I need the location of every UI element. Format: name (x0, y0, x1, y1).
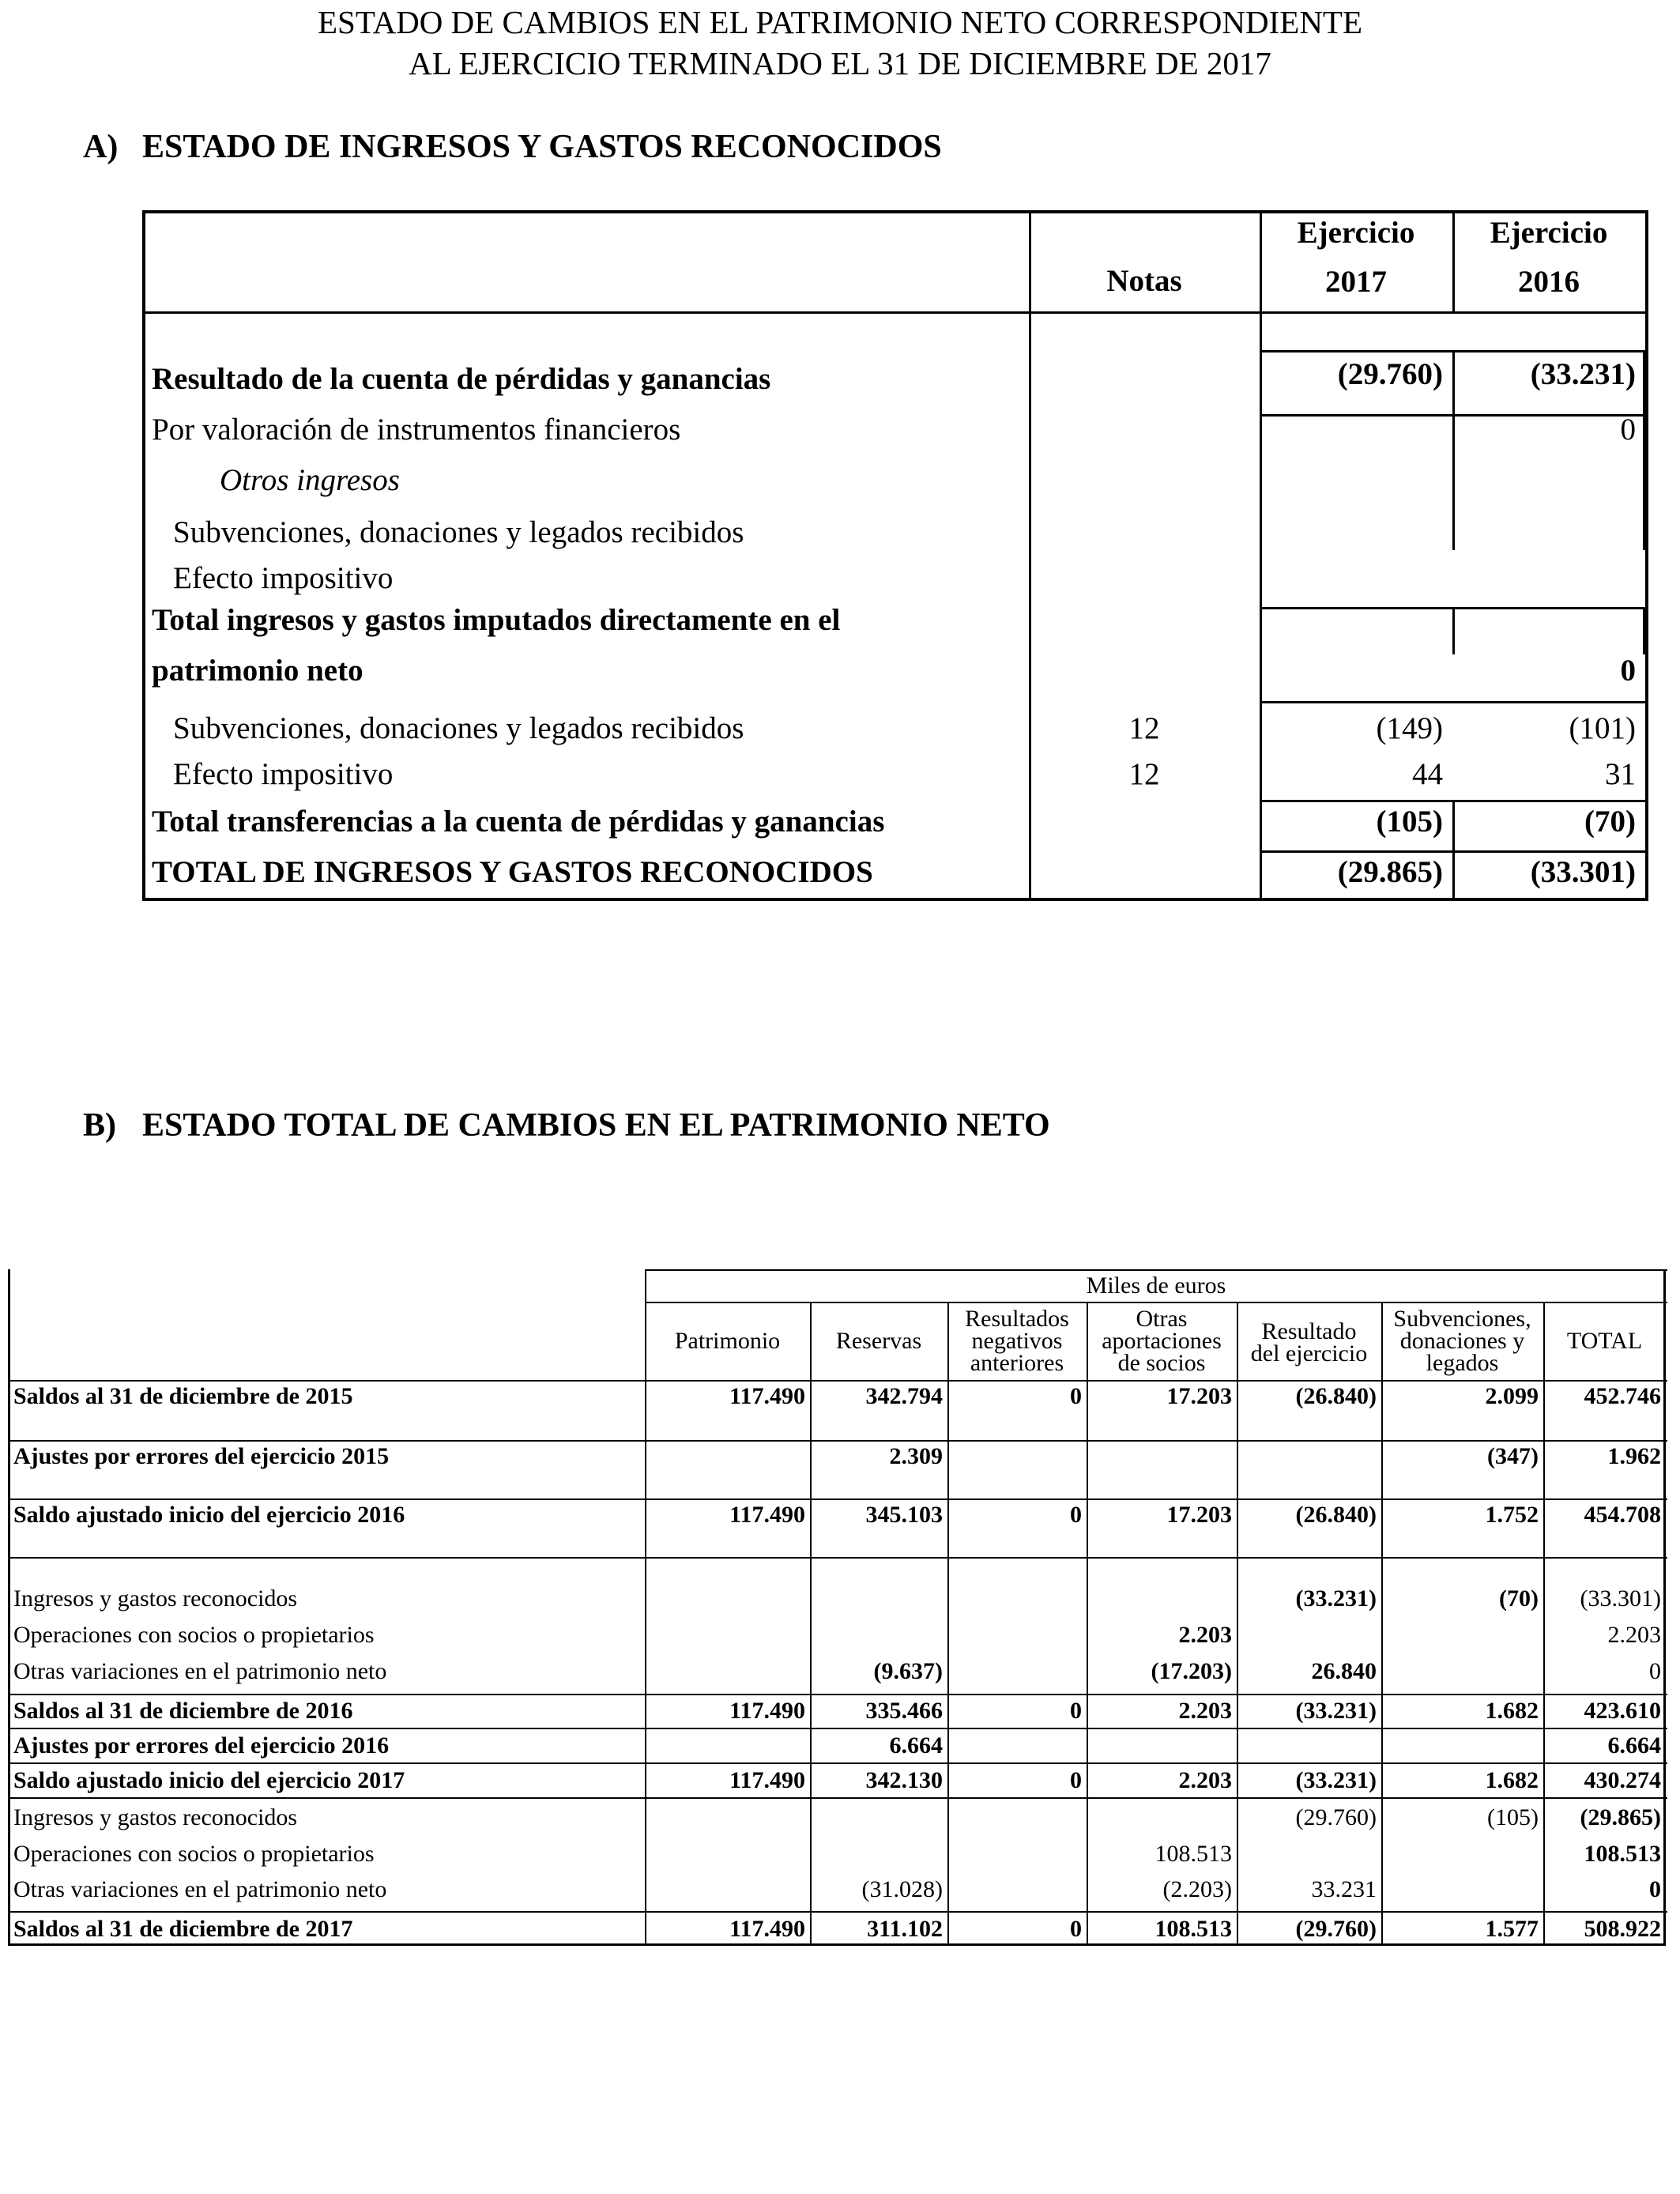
unit-header: Miles de euros (1086, 1272, 1226, 1299)
cell-resultados-negativos: 0 (1070, 1698, 1082, 1724)
income-expense-table (142, 210, 1648, 901)
section-b-letter: B) (83, 1107, 116, 1144)
cell-2016: (33.301) (1530, 855, 1636, 889)
row-label: Por valoración de instrumentos financieros (152, 413, 681, 447)
row-label: Efecto impositivo (173, 561, 394, 595)
cell-resultado-ejercicio: (26.840) (1295, 1502, 1377, 1528)
col-header-reservas: Reservas (835, 1328, 922, 1354)
row-label: Otras variaciones en el patrimonio neto (13, 1876, 387, 1902)
cell-patrimonio: 117.490 (729, 1767, 805, 1793)
cell-total: 6.664 (1607, 1732, 1661, 1759)
equity-changes-table (8, 1269, 1666, 1946)
row-label: Saldo ajustado inicio del ejercicio 2017 (13, 1767, 405, 1793)
col-header-otras-l2: aportaciones (1102, 1328, 1222, 1354)
cell-2016: (101) (1569, 711, 1636, 745)
cell-2016: 0 (1620, 654, 1636, 688)
cell-resultados-negativos: 0 (1070, 1502, 1082, 1528)
cell-reservas: 342.794 (865, 1383, 943, 1409)
row-label-total: TOTAL DE INGRESOS Y GASTOS RECONOCIDOS (152, 855, 873, 889)
page-title-line-1: ESTADO DE CAMBIOS EN EL PATRIMONIO NETO CORRESPONDIENTE (317, 4, 1363, 40)
cell-total: (33.301) (1580, 1585, 1661, 1612)
section-a-heading (83, 128, 942, 166)
row-label: Saldo ajustado inicio del ejercicio 2016 (13, 1502, 405, 1528)
row-label: Subvenciones, donaciones y legados recibidos (173, 515, 744, 549)
cell-otras-aportaciones: 108.513 (1155, 1916, 1232, 1942)
col-header-total: TOTAL (1566, 1328, 1643, 1354)
row-label: Otras variaciones en el patrimonio neto (13, 1658, 387, 1684)
col-header-otras-l3: de socios (1117, 1350, 1206, 1376)
cell-patrimonio: 117.490 (729, 1502, 805, 1528)
cell-resultado-ejercicio: 26.840 (1311, 1658, 1377, 1684)
col-header-2016-line2: 2016 (1518, 265, 1580, 299)
row-label: Operaciones con socios o propietarios (13, 1841, 375, 1867)
cell-subvenciones: 1.752 (1485, 1502, 1539, 1528)
cell-reservas: 342.130 (865, 1767, 943, 1793)
col-header-resultados-l3: anteriores (970, 1350, 1064, 1376)
cell-subvenciones: 1.682 (1485, 1698, 1539, 1724)
cell-otras-aportaciones: 108.513 (1155, 1841, 1232, 1867)
row-label-continued: patrimonio neto (152, 654, 363, 688)
cell-subvenciones: (105) (1487, 1804, 1539, 1830)
cell-patrimonio: 117.490 (729, 1383, 805, 1409)
cell-reservas: 345.103 (865, 1502, 943, 1528)
section-b-heading (83, 1106, 1050, 1144)
cell-resultado-ejercicio: (29.760) (1295, 1804, 1377, 1830)
cell-subvenciones: (70) (1499, 1585, 1539, 1612)
cell-reservas: 6.664 (889, 1732, 943, 1759)
col-header-resultados-l2: negativos (971, 1328, 1063, 1354)
cell-total: 423.610 (1584, 1698, 1661, 1724)
cell-resultados-negativos: 0 (1070, 1383, 1082, 1409)
cell-total: 1.962 (1607, 1443, 1661, 1469)
row-label: Saldos al 31 de diciembre de 2017 (13, 1916, 353, 1942)
cell-otras-aportaciones: 2.203 (1178, 1767, 1232, 1793)
cell-subvenciones: 2.099 (1485, 1383, 1539, 1409)
row-label: Total ingresos y gastos imputados directamente en el (152, 603, 841, 637)
cell-notas: 12 (1128, 711, 1160, 745)
cell-resultado-ejercicio: (33.231) (1295, 1767, 1377, 1793)
cell-resultado-ejercicio: (29.760) (1295, 1916, 1377, 1942)
cell-resultados-negativos: 0 (1070, 1767, 1082, 1793)
cell-otras-aportaciones: (17.203) (1151, 1658, 1232, 1684)
row-label: Otros ingresos (220, 463, 400, 497)
cell-patrimonio: 117.490 (729, 1698, 805, 1724)
col-header-2017-line2: 2017 (1325, 265, 1387, 299)
cell-otras-aportaciones: 17.203 (1166, 1383, 1232, 1409)
cell-reservas: 335.466 (865, 1698, 943, 1724)
page-title-line-2: AL EJERCICIO TERMINADO EL 31 DE DICIEMBRE DE 2017 (409, 45, 1271, 81)
cell-total: 452.746 (1584, 1383, 1661, 1409)
cell-reservas: (31.028) (861, 1876, 943, 1902)
cell-total: 2.203 (1607, 1622, 1661, 1648)
cell-patrimonio: 117.490 (729, 1916, 805, 1942)
cell-total: (29.865) (1580, 1804, 1661, 1830)
cell-resultado-ejercicio: (33.231) (1295, 1585, 1377, 1612)
col-header-resultado-l2: del ejercicio (1250, 1340, 1368, 1367)
cell-2016: 31 (1605, 757, 1636, 791)
cell-otras-aportaciones: (2.203) (1162, 1876, 1232, 1902)
row-label: Saldos al 31 de diciembre de 2015 (13, 1383, 353, 1409)
cell-subvenciones: 1.577 (1485, 1916, 1539, 1942)
cell-reservas: 311.102 (867, 1916, 943, 1942)
cell-total: 0 (1649, 1658, 1661, 1684)
col-header-subvenciones-l1: Subvenciones, (1393, 1306, 1531, 1332)
cell-reservas: 2.309 (889, 1443, 943, 1469)
row-label: Ingresos y gastos reconocidos (13, 1585, 298, 1612)
cell-2017: (149) (1376, 711, 1443, 745)
col-header-patrimonio: Patrimonio (674, 1328, 781, 1354)
cell-resultado-ejercicio: 33.231 (1311, 1876, 1377, 1902)
row-label: Saldos al 31 de diciembre de 2016 (13, 1698, 353, 1724)
cell-total: 0 (1649, 1876, 1661, 1902)
cell-total: 454.708 (1584, 1502, 1661, 1528)
cell-otras-aportaciones: 2.203 (1178, 1698, 1232, 1724)
cell-subvenciones: 1.682 (1485, 1767, 1539, 1793)
cell-2016: (33.231) (1530, 357, 1636, 391)
row-label: Total transferencias a la cuenta de pérdidas y ganancias (152, 805, 885, 839)
row-label: Operaciones con socios o propietarios (13, 1622, 375, 1648)
row-label: Efecto impositivo (173, 757, 394, 791)
cell-resultados-negativos: 0 (1070, 1916, 1082, 1942)
row-label: Resultado de la cuenta de pérdidas y ganancias (152, 362, 771, 396)
cell-total: 108.513 (1584, 1841, 1661, 1867)
col-header-notas: Notas (1106, 264, 1182, 298)
cell-resultado-ejercicio: (33.231) (1295, 1698, 1377, 1724)
col-header-resultados-l1: Resultados (965, 1306, 1069, 1332)
cell-2016: 0 (1620, 413, 1636, 447)
cell-2017: (29.865) (1337, 855, 1443, 889)
col-header-2017-line1: Ejercicio (1297, 216, 1415, 250)
cell-2017: 44 (1412, 757, 1443, 791)
section-a-title: ESTADO DE INGRESOS Y GASTOS RECONOCIDOS (142, 129, 942, 165)
col-header-resultado-l1: Resultado (1261, 1318, 1357, 1344)
cell-otras-aportaciones: 17.203 (1166, 1502, 1232, 1528)
cell-resultado-ejercicio: (26.840) (1295, 1383, 1377, 1409)
row-label: Ingresos y gastos reconocidos (13, 1804, 298, 1830)
section-b-title: ESTADO TOTAL DE CAMBIOS EN EL PATRIMONIO NETO (142, 1107, 1050, 1144)
row-label: Subvenciones, donaciones y legados recibidos (173, 711, 744, 745)
cell-2017: (29.760) (1337, 357, 1443, 391)
cell-2017: (105) (1376, 805, 1443, 839)
section-a-letter: A) (83, 129, 119, 165)
col-header-otras-l1: Otras (1136, 1306, 1188, 1332)
row-label: Ajustes por errores del ejercicio 2015 (13, 1443, 390, 1469)
row-label: Ajustes por errores del ejercicio 2016 (13, 1732, 390, 1759)
cell-subvenciones: (347) (1487, 1443, 1539, 1469)
col-header-2016-line1: Ejercicio (1490, 216, 1608, 250)
cell-otras-aportaciones: 2.203 (1178, 1622, 1232, 1648)
cell-2016: (70) (1584, 805, 1636, 839)
col-header-subvenciones-l3: legados (1426, 1350, 1499, 1376)
cell-notas: 12 (1128, 757, 1160, 791)
col-header-subvenciones-l2: donaciones y (1399, 1328, 1525, 1354)
cell-total: 508.922 (1584, 1916, 1661, 1942)
cell-reservas: (9.637) (873, 1658, 943, 1684)
cell-total: 430.274 (1584, 1767, 1661, 1793)
